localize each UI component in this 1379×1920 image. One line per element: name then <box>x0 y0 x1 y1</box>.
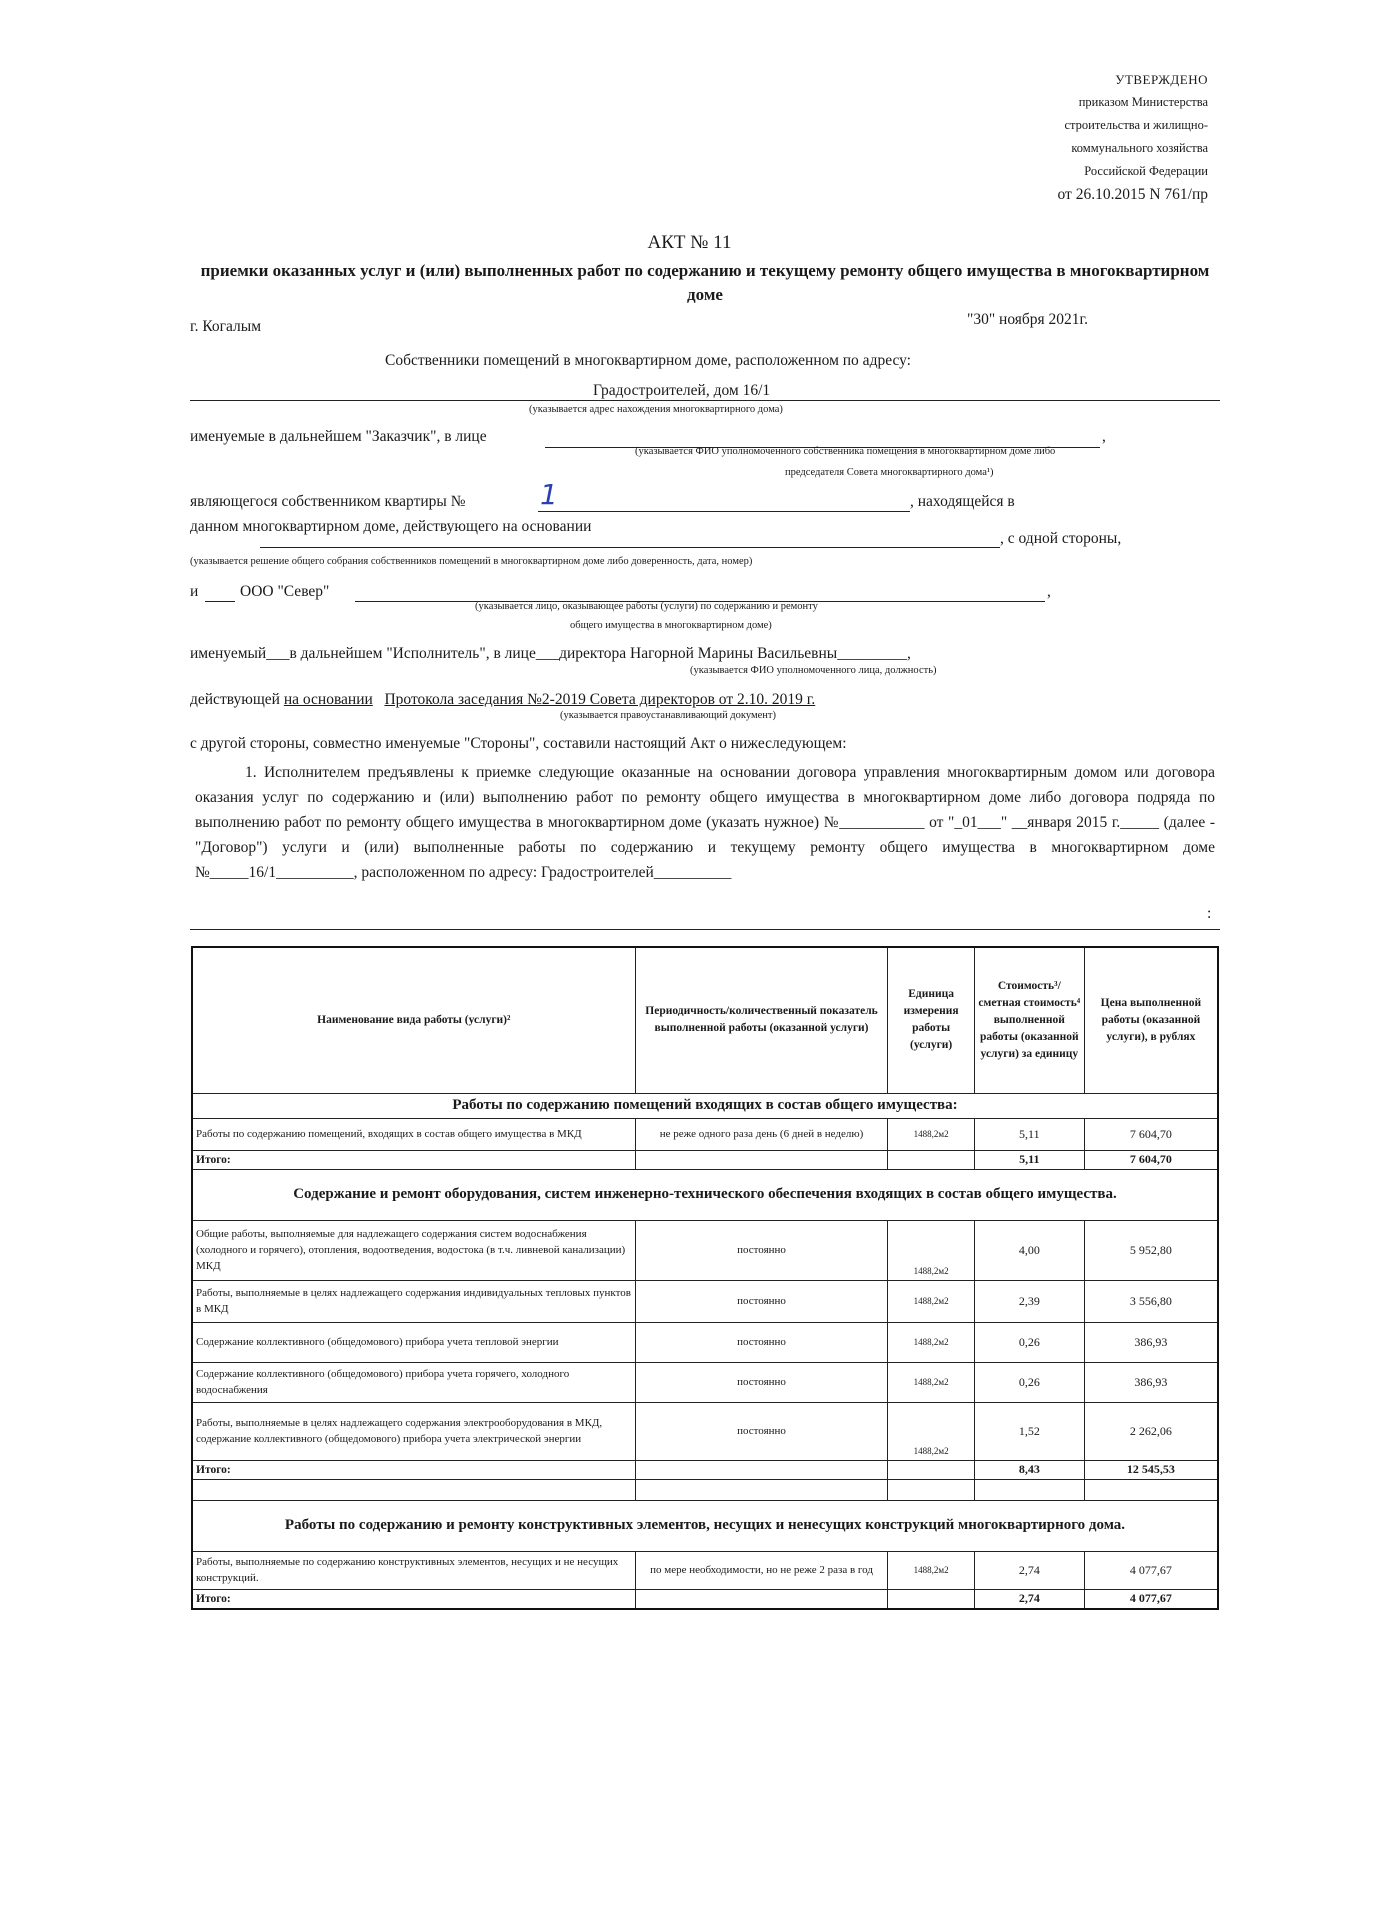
work-name: Общие работы, выполняемые для надлежащего содержания систем водоснабжения (холодного и горячего), отопления, водоотведения, водостока (в т.ч. ливневой канализации) МКД <box>192 1220 635 1280</box>
table-header-row <box>192 947 1218 1093</box>
work-unit: 1488,2м2 <box>888 1322 974 1362</box>
work-price: 2 262,06 <box>1084 1402 1218 1460</box>
contractor-name: ООО "Север" <box>240 583 330 600</box>
house-address: Градостроителей, дом 16/1 <box>593 382 771 399</box>
work-price: 386,93 <box>1084 1322 1218 1362</box>
table-row <box>192 1118 1218 1150</box>
total-cost: 2,74 <box>974 1589 1084 1609</box>
empty-cell <box>1084 1479 1218 1500</box>
acting-hint: (указывается правоустанавливающий документ) <box>560 710 776 721</box>
total-row <box>192 1150 1218 1169</box>
work-unit: 1488,2м2 <box>888 1118 974 1150</box>
work-period: постоянно <box>635 1402 888 1460</box>
section-title: Работы по содержанию и ремонту конструктивных элементов, несущих и ненесущих конструкций многоквартирного дома. <box>192 1500 1218 1551</box>
contractor-prefix: и <box>190 583 199 600</box>
work-name: Работы по содержанию помещений, входящих в состав общего имущества в МКД <box>192 1118 635 1150</box>
document-title: АКТ № 11 <box>647 232 732 253</box>
total-price: 4 077,67 <box>1084 1589 1218 1609</box>
work-name: Работы, выполняемые в целях надлежащего содержания электрооборудования в МКД, содержание коллективного (общедомового) прибора учета электрической энергии <box>192 1402 635 1460</box>
work-unit: 1488,2м2 <box>888 1362 974 1402</box>
work-period: постоянно <box>635 1322 888 1362</box>
approval-line: строительства и жилищно- <box>1064 118 1208 132</box>
work-price: 3 556,80 <box>1084 1280 1218 1322</box>
table-row <box>192 1402 1218 1460</box>
empty-cell <box>888 1589 974 1609</box>
blank-rule <box>205 601 235 602</box>
work-price: 4 077,67 <box>1084 1551 1218 1589</box>
basis-line: данном многоквартирном доме, действующего на основании <box>190 518 592 535</box>
customer-hint: (указывается ФИО уполномоченного собственника помещения в многоквартирном доме либо <box>635 446 1056 457</box>
document-date: "30" ноября 2021г. <box>967 311 1089 328</box>
work-price: 5 952,80 <box>1084 1220 1218 1280</box>
clause-1 <box>195 760 1215 885</box>
work-cost: 2,39 <box>974 1280 1084 1322</box>
comma: , <box>1047 583 1051 600</box>
work-unit: 1488,2м2 <box>888 1220 974 1280</box>
work-unit: 1488,2м2 <box>888 1551 974 1589</box>
contractor-hint: (указывается лицо, оказывающее работы (услуги) по содержанию и ремонту <box>475 601 818 612</box>
total-label: Итого: <box>192 1589 635 1609</box>
closing-line: с другой стороны, совместно именуемые "Стороны", составили настоящий Акт о нижеследующем: <box>190 735 847 752</box>
table-row <box>192 1322 1218 1362</box>
acting-line <box>190 691 815 709</box>
work-period: постоянно <box>635 1362 888 1402</box>
work-cost: 1,52 <box>974 1402 1084 1460</box>
total-cost: 5,11 <box>974 1150 1084 1169</box>
empty-cell <box>635 1589 888 1609</box>
colon: : <box>1207 905 1212 922</box>
approval-order: от 26.10.2015 N 761/пр <box>1057 186 1208 203</box>
acting-prefix: действующей <box>190 691 280 708</box>
apartment-field <box>538 511 910 512</box>
approval-line: коммунального хозяйства <box>1071 141 1208 155</box>
approval-heading: УТВЕРЖДЕНО <box>1115 72 1208 87</box>
total-cost: 8,43 <box>974 1460 1084 1479</box>
approval-line: приказом Министерства <box>1078 95 1208 109</box>
empty-cell <box>888 1479 974 1500</box>
work-cost: 0,26 <box>974 1322 1084 1362</box>
work-cost: 4,00 <box>974 1220 1084 1280</box>
section-title: Работы по содержанию помещений входящих в состав общего имущества: <box>192 1093 1218 1118</box>
work-cost: 2,74 <box>974 1551 1084 1589</box>
col-header-period: Периодичность/количественный показатель выполненной работы (оказанной услуги) <box>635 947 888 1093</box>
clause-1-text: 1. Исполнителем предъявлены к приемке следующие оказанные на основании договора управления многоквартирным домом или договора оказания услуг по содержанию и (или) выполнению работ по ремонту общего имущества в многоквартирном доме либо договора подряда по выполнению работ по ремонту общего имущества в многоквартирном доме (указать нужное) №___________ от "_01___" __января 2015 г._____ (далее - "Договор") услуги и (или) выполненные работы по содержанию и текущему ремонту общего имущества в многоквартирном доме №_____16/1__________, расположенном по адресу: Градостроителей__________ <box>195 764 1215 881</box>
table-row <box>192 1280 1218 1322</box>
table-row <box>192 1551 1218 1589</box>
address-hint: (указывается адрес нахождения многоквартирного дома) <box>529 404 783 415</box>
work-period: постоянно <box>635 1220 888 1280</box>
total-label: Итого: <box>192 1460 635 1479</box>
address-rule <box>190 400 1220 401</box>
work-name: Содержание коллективного (общедомового) прибора учета тепловой энергии <box>192 1322 635 1362</box>
empty-cell <box>635 1460 888 1479</box>
empty-cell <box>888 1460 974 1479</box>
work-period: постоянно <box>635 1280 888 1322</box>
total-label: Итого: <box>192 1150 635 1169</box>
section-row <box>192 1169 1218 1220</box>
total-price: 7 604,70 <box>1084 1150 1218 1169</box>
table-row <box>192 1362 1218 1402</box>
col-header-unit: Единица измерения работы (услуги) <box>888 947 974 1093</box>
owners-intro: Собственники помещений в многоквартирном доме, расположенном по адресу: <box>385 352 911 369</box>
table-row <box>192 1220 1218 1280</box>
empty-row <box>192 1479 1218 1500</box>
apartment-suffix: , находящейся в <box>910 493 1015 510</box>
works-table <box>191 946 1219 1610</box>
section-row <box>192 1500 1218 1551</box>
acting-basis: на основании <box>283 691 373 708</box>
work-unit: 1488,2м2 <box>888 1402 974 1460</box>
work-price: 7 604,70 <box>1084 1118 1218 1150</box>
empty-cell <box>635 1150 888 1169</box>
work-name: Содержание коллективного (общедомового) прибора учета горячего, холодного водоснабжения <box>192 1362 635 1402</box>
total-price: 12 545,53 <box>1084 1460 1218 1479</box>
clause-rule <box>190 929 1220 930</box>
executor-hint: (указывается ФИО уполномоченного лица, должность) <box>690 665 937 676</box>
col-header-price: Цена выполненной работы (оказанной услуги), в рублях <box>1084 947 1218 1093</box>
executor-line: именуемый___в дальнейшем "Исполнитель", в лице___директора Нагорной Марины Васильевны_________, <box>190 645 911 662</box>
approval-line: Российской Федерации <box>1084 164 1208 178</box>
basis-hint: (указывается решение общего собрания собственников помещений в многоквартирном доме либо доверенность, дата, номер) <box>190 556 753 567</box>
comma: , <box>1102 428 1106 445</box>
basis-field <box>260 547 1000 548</box>
apartment-prefix: являющегося собственником квартиры № <box>190 493 466 510</box>
empty-cell <box>888 1150 974 1169</box>
customer-hint: председателя Совета многоквартирного дома¹) <box>785 467 994 478</box>
total-row <box>192 1460 1218 1479</box>
work-name: Работы, выполняемые в целях надлежащего содержания индивидуальных тепловых пунктов в МКД <box>192 1280 635 1322</box>
work-period: не реже одного раза день (6 дней в неделю) <box>635 1118 888 1150</box>
customer-line: именуемые в дальнейшем "Заказчик", в лице <box>190 428 487 445</box>
apartment-number-handwritten: 1 <box>540 478 558 511</box>
contractor-hint: общего имущества в многоквартирном доме) <box>570 620 772 631</box>
work-cost: 5,11 <box>974 1118 1084 1150</box>
acting-document: Протокола заседания №2-2019 Совета директоров от 2.10. 2019 г. <box>384 691 816 708</box>
total-row <box>192 1589 1218 1609</box>
basis-suffix: , с одной стороны, <box>1000 530 1122 547</box>
city: г. Когалым <box>190 318 262 335</box>
col-header-name: Наименование вида работы (услуги)² <box>192 947 635 1093</box>
work-period: по мере необходимости, но не реже 2 раза в год <box>635 1551 888 1589</box>
work-name: Работы, выполняемые по содержанию конструктивных элементов, несущих и не несущих конструкций. <box>192 1551 635 1589</box>
work-price: 386,93 <box>1084 1362 1218 1402</box>
section-title: Содержание и ремонт оборудования, систем инженерно-технического обеспечения входящих в состав общего имущества. <box>192 1169 1218 1220</box>
approval-stamp <box>1058 68 1209 206</box>
work-unit: 1488,2м2 <box>888 1280 974 1322</box>
col-header-cost: Стоимость³/сметная стоимость⁴ выполненной работы (оказанной услуги) за единицу <box>974 947 1084 1093</box>
work-cost: 0,26 <box>974 1362 1084 1402</box>
empty-cell <box>974 1479 1084 1500</box>
document-subtitle: приемки оказанных услуг и (или) выполненных работ по содержанию и текущему ремонту общего имущества в многоквартирном доме <box>200 261 1210 304</box>
empty-cell <box>635 1479 888 1500</box>
empty-cell <box>192 1479 635 1500</box>
section-row <box>192 1093 1218 1118</box>
